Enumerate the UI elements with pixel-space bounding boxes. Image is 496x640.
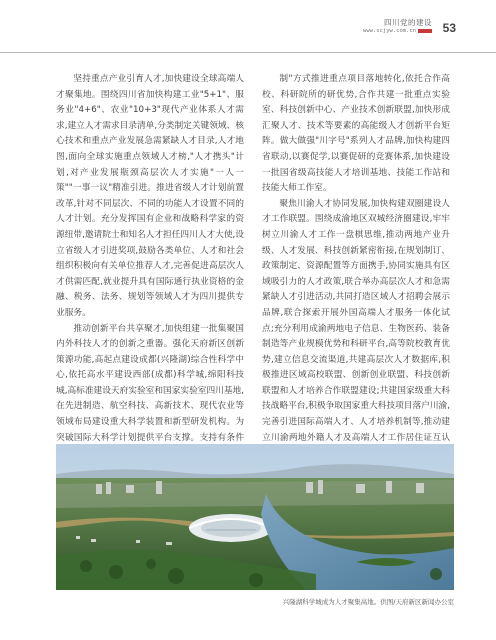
paragraph: 制"方式推进重点项目落地转化,依托合作高校、科研院所的研优势,合作共建一批重点实验室、科技创新中心、产业技术创新联盟,加快形成汇聚人才、技术等要素的高能级人才创新平台矩阵。做大做强"川字号"系列人才品牌,加快构建四省联动,以赛促学,以赛促研的竞赛体系,加快建设一批国省级高技能人才培训基地、技能工作站和技能大师工作室。: [262, 74, 450, 194]
magazine-url: www.scjyw.com.cn: [363, 28, 416, 34]
aerial-landscape-photo-icon: [56, 444, 454, 590]
accent-bar: [418, 29, 432, 33]
running-header: [363, 18, 432, 35]
paragraph: 推动创新平台共享聚才,加快组建一批集聚国内外科技人才的创新之重器。强化天府新区创新策源功能,高起点建设成都(兴隆湖)综合性科学中心,依托高水平建设西部(成都)科学城,绵阳科技城,高标准建设天府实验室和国家实验室四川基地,在先进制造、航空科技、高新技术、现代农业等领域布局建设重大科学装置和新型研发机构。为突破国际大科学计划提供平台支撑。支持有条件: [56, 323, 244, 443]
photo-caption: 兴隆湖科学城成为人才聚集高地。供图/天府新区新闻办公室: [282, 598, 454, 606]
paragraph: 坚持重点产业引育人才,加快建设全球高端人才聚集地。围绕四川省加快构建工业"5+1"、服务业"4+6"、农业"10+3"现代产业体系人才需求,建立人才需求目录清单,分类制定关键领域、核心技术和重点产业发展急需紧缺人才目录,人才地图,面向全球实施重点领域人才榜,"人才携头"计划,对产业发展瓶颈高层次人才实施"一人一策""一事一议"精准引进。推进省级人才计划前置改革,针对不同层次、不同的功能人才设置不同的人才计划。充分发挥国有企业和战略科学家的资源纽带,邀请院士和知名人才担任四川人才大使,设立省级人才引进奖项,鼓励各类单位、人才和社会组织积极向有关单位推荐人才,完善促进高层次人才供需匹配,就业提升具有国际通行执业资格的金融、税务、法务、规划等领域人才为四川提供专业服务。: [56, 74, 244, 318]
header-rule: [0, 52, 496, 53]
magazine-url-line: [363, 27, 432, 35]
page-number: 53: [442, 21, 456, 35]
magazine-title: 四川党的建设: [384, 18, 432, 27]
paragraph-text: 聚焦川渝人才协同发展,加快构建双圈建设人才工作联盟。围绕成渝地区双城经济圈建设,牢牢树立川渝人才工作一盘棋思维,推动两地产业升级、人才发展、科技创新紧密衔接,在规划制订、政策制定、资源配置等方面携手,协同实施具有区域吸引力的人才政策,联合举办高层次人才和急需紧缺人才引进活动,共同打造区域人才招聘会展示品牌,联合探索开展外国高端人才服务一体化试点;充分利用成渝两地电子信息、生物医药、装备制造等产业规模优势和科研平台,高等院校教育优势,建立信息交流渠道,共建高层次人才数据库,积极推进区域高校联盟、创新创业联盟、科技创新联盟和人才培养合作联盟建设;共建国家级重大科技战略平台,积极争取国家重大科技项目落户川渝,完善引进国际高端人才、人才培养机制等,推动建立川渝两地外籍人才及高端人才工作居住证互认: [262, 198, 450, 443]
aerial-photo: [56, 444, 454, 590]
